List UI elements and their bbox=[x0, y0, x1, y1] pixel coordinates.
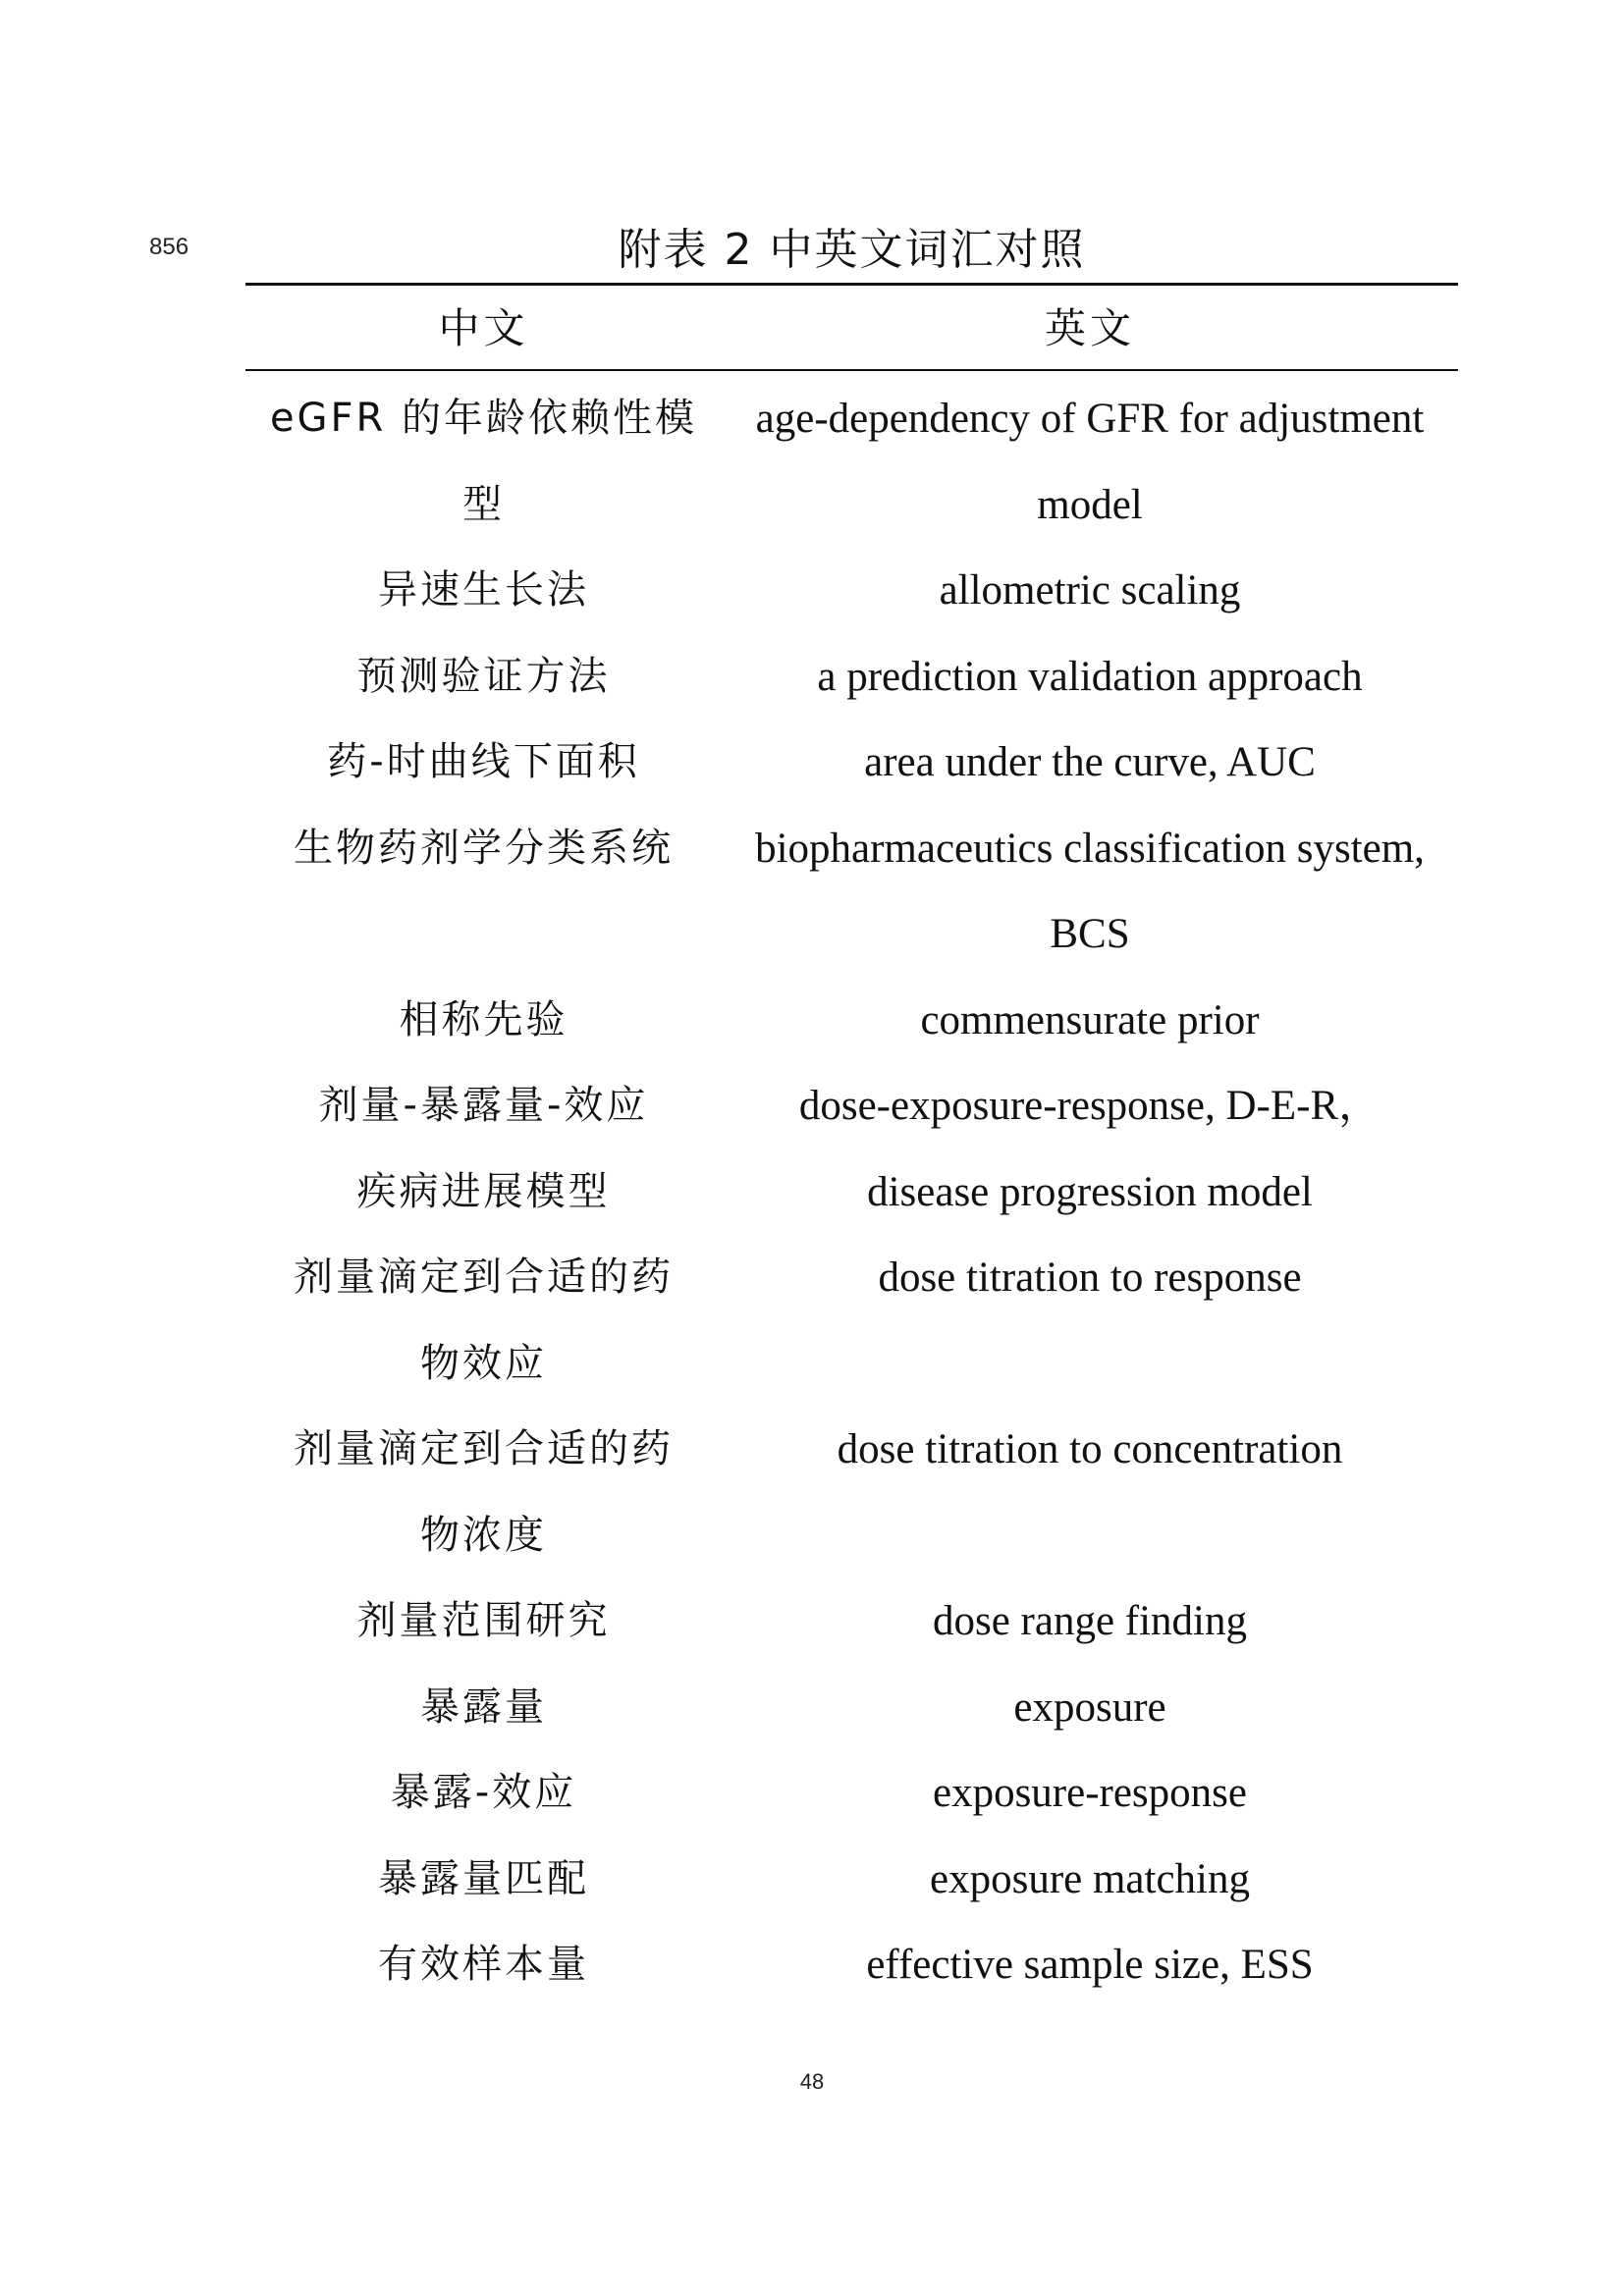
chinese-term: 暴露量匹配 bbox=[378, 1855, 589, 1901]
chinese-term: 剂量滴定到合适的药 物效应 bbox=[294, 1255, 674, 1386]
english-term: dose range finding bbox=[932, 1598, 1248, 1644]
table-row bbox=[245, 1063, 1458, 1149]
english-term: a prediction validation approach bbox=[817, 653, 1363, 700]
chinese-term: 剂量滴定到合适的药 物浓度 bbox=[294, 1426, 674, 1558]
english-term: area under the curve, AUC bbox=[864, 739, 1316, 785]
chinese-term: 药-时曲线下面积 bbox=[327, 739, 640, 784]
chinese-term: 剂量-暴露量-效应 bbox=[318, 1083, 649, 1128]
english-term: biopharmaceutics classification system, BCS bbox=[755, 825, 1425, 957]
table-row bbox=[245, 548, 1458, 634]
chinese-term: 生物药剂学分类系统 bbox=[294, 825, 674, 871]
chinese-term: 有效样本量 bbox=[378, 1942, 589, 1987]
english-term: exposure matching bbox=[930, 1855, 1250, 1902]
english-term: exposure-response bbox=[932, 1770, 1247, 1816]
english-term: commensurate prior bbox=[920, 996, 1260, 1043]
table-row bbox=[245, 1837, 1458, 1923]
table-top-rule bbox=[245, 283, 1458, 286]
chinese-term: 相称先验 bbox=[399, 996, 568, 1042]
header-chinese: 中文 bbox=[438, 304, 529, 352]
table-row bbox=[245, 1665, 1458, 1751]
english-term: dose-exposure-response, D-E-R， bbox=[798, 1083, 1381, 1129]
chinese-term: eGFR 的年龄依赖性模 型 bbox=[269, 396, 698, 527]
chinese-term: 异速生长法 bbox=[378, 567, 589, 613]
table-title: 附表 2 中英文词汇对照 bbox=[618, 225, 1086, 275]
chinese-term: 剂量范围研究 bbox=[356, 1598, 611, 1643]
english-term: effective sample size, ESS bbox=[866, 1942, 1314, 1988]
table-row bbox=[245, 634, 1458, 721]
table-header-rule bbox=[245, 369, 1458, 371]
table-row bbox=[245, 1235, 1458, 1407]
table-row bbox=[245, 806, 1458, 978]
header-english: 英文 bbox=[1044, 304, 1135, 352]
table-row bbox=[245, 1922, 1458, 2008]
table-row bbox=[245, 720, 1458, 806]
table-row bbox=[245, 1750, 1458, 1837]
side-page-number: 856 bbox=[149, 234, 189, 260]
english-term: exposure bbox=[1013, 1683, 1166, 1731]
chinese-term: 暴露量 bbox=[420, 1683, 547, 1730]
footer-page-number: 48 bbox=[799, 2069, 825, 2094]
chinese-term: 暴露-效应 bbox=[390, 1770, 577, 1815]
english-term: age-dependency of GFR for adjustment model bbox=[755, 396, 1425, 528]
english-term: allometric scaling bbox=[939, 567, 1241, 614]
english-term: dose titration to concentration bbox=[837, 1426, 1343, 1472]
english-term: disease progression model bbox=[867, 1168, 1313, 1215]
table-header-row bbox=[245, 294, 1458, 363]
table-row bbox=[245, 978, 1458, 1064]
table-row bbox=[245, 1149, 1458, 1236]
chinese-term: 疾病进展模型 bbox=[356, 1168, 611, 1214]
glossary-table-body bbox=[245, 376, 1458, 2008]
table-row bbox=[245, 376, 1458, 548]
english-term: dose titration to response bbox=[878, 1255, 1302, 1301]
table-row bbox=[245, 1407, 1458, 1578]
table-row bbox=[245, 1578, 1458, 1665]
chinese-term: 预测验证方法 bbox=[356, 653, 611, 699]
